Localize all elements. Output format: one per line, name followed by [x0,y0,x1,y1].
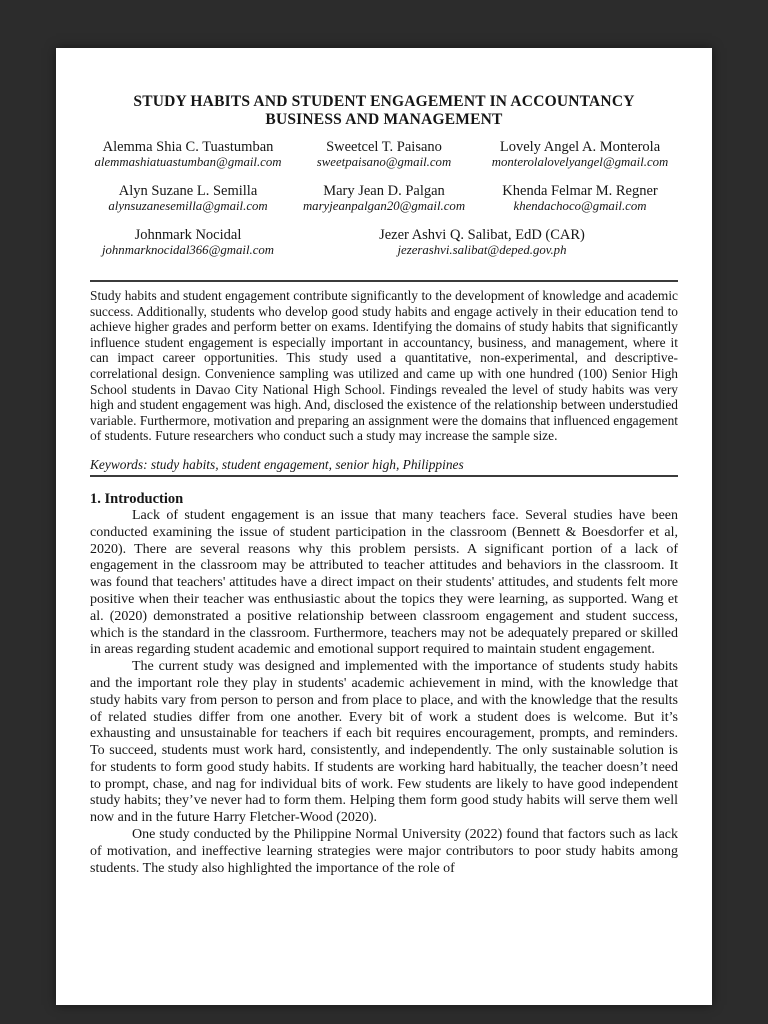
author [286,227,678,258]
paper-title [90,93,678,129]
paper-title-line1: STUDY HABITS AND STUDENT ENGAGEMENT IN ACCOUNTANCY [133,93,635,110]
abstract-text: Study habits and student engagement contribute significantly to the development of knowledge and academic success. Additionally, students who develop good study habits and engage actively in their education tend to achieve higher grades and perform better on exams. Identifying the domains of study habits that significantly influence student engagement is especially important in accountancy, business, and management, where it can impact career opportunities. This study used a quantitative, non-experimental, and descriptive-correlational design. Convenience sampling was utilized and came up with one hundred (100) Senior High School students in Davao City National High School. Findings revealed the level of study habits was very high and student engagement was high. And, disclosed the existence of the relationship between understudied variable. Furthermore, motivation and preparing an assignment were the domains that influenced engagement of students. Future researchers who conduct such a study may increase the sample size. [90,288,678,444]
author-email: khendachoco@gmail.com [513,199,647,213]
author-email: jezerashvi.salibat@deped.gov.ph [397,243,567,257]
author-email: monterolalovelyangel@gmail.com [491,155,669,169]
author-email: alemmashiatuastumban@gmail.com [94,155,282,169]
author [482,183,678,214]
author-email: sweetpaisano@gmail.com [316,155,452,169]
author-email: johnmarknocidal366@gmail.com [101,243,275,257]
author-email: maryjeanpalgan20@gmail.com [302,199,466,213]
author-name: Sweetcel T. Paisano [326,139,442,155]
author-name: Mary Jean D. Palgan [323,183,445,199]
author [286,139,482,170]
author-name: Alyn Suzane L. Semilla [118,183,258,199]
author-block [90,139,678,258]
intro-paragraph-1: Lack of student engagement is an issue that many teachers face. Several studies have been conducted examining the issue of student participation in the classroom (Bennett & Boesdorfer et al, 2020). There are several reasons why this problem persists. A significant portion of a lack of engagement in the classroom may be attributed to teacher attitudes and behaviors in the classroom. It was found that teachers' attitudes have a direct impact on their students' attitudes, and students felt more positive when their teacher was enthusiastic about the topics they were learning, as supported. Wang et al. (2020) demonstrated a positive relationship between classroom engagement and student success, which is the standard in the classroom. Furthermore, teachers may not be adequately prepared or skilled in areas regarding student academic and emotional support required to maintain student engagement. [90,507,678,658]
abstract-bottom-rule [90,475,678,477]
abstract-top-rule [90,280,678,282]
author-name: Johnmark Nocidal [134,227,242,243]
author [90,139,286,170]
keywords-line: Keywords: study habits, student engagement, senior high, Philippines [90,456,464,472]
intro-paragraph-3: One study conducted by the Philippine Normal University (2022) found that factors such as lack of motivation, and ineffective learning strategies were major contributors to poor study habits among students. The study also highlighted the importance of the role of [90,827,678,876]
author [482,139,678,170]
author [90,183,286,214]
author-name: Jezer Ashvi Q. Salibat, EdD (CAR) [379,227,585,243]
author-name: Lovely Angel A. Monterola [499,139,661,155]
authors-row-2 [90,183,678,214]
author-name: Khenda Felmar M. Regner [502,183,658,199]
author [286,183,482,214]
author-email: alynsuzanesemilla@gmail.com [108,199,268,213]
document-page [56,48,712,1005]
intro-paragraph-2: The current study was designed and implemented with the importance of students study habits and the important role they play in students' academic achievement in mind, with the knowledge that study habits vary from person to person and from place to place, and with the knowledge that the results of related studies differ from one another. Every bit of work a student does is welcome. But it’s exhausting and unsustainable for teachers if each bit requires encouragement, prompts, and reminders. To succeed, students must work hard, consistently, and independently. The only sustainable solution is for students to form good study habits. If students are working hard habitually, the teacher doesn’t need to prompt, chase, and nag for individual bits of work. Few students are likely to have good independent study habits; they’ve never had to form them. Helping them form good study habits will serve them well now and in the future Harry Fletcher-Wood (2020). [90,659,678,826]
author [90,227,286,258]
authors-row-3 [90,227,678,258]
section-heading-introduction: 1. Introduction [90,490,184,507]
authors-row-1 [90,139,678,170]
paper-title-line2: BUSINESS AND MANAGEMENT [265,111,503,128]
author-name: Alemma Shia C. Tuastumban [102,139,274,155]
